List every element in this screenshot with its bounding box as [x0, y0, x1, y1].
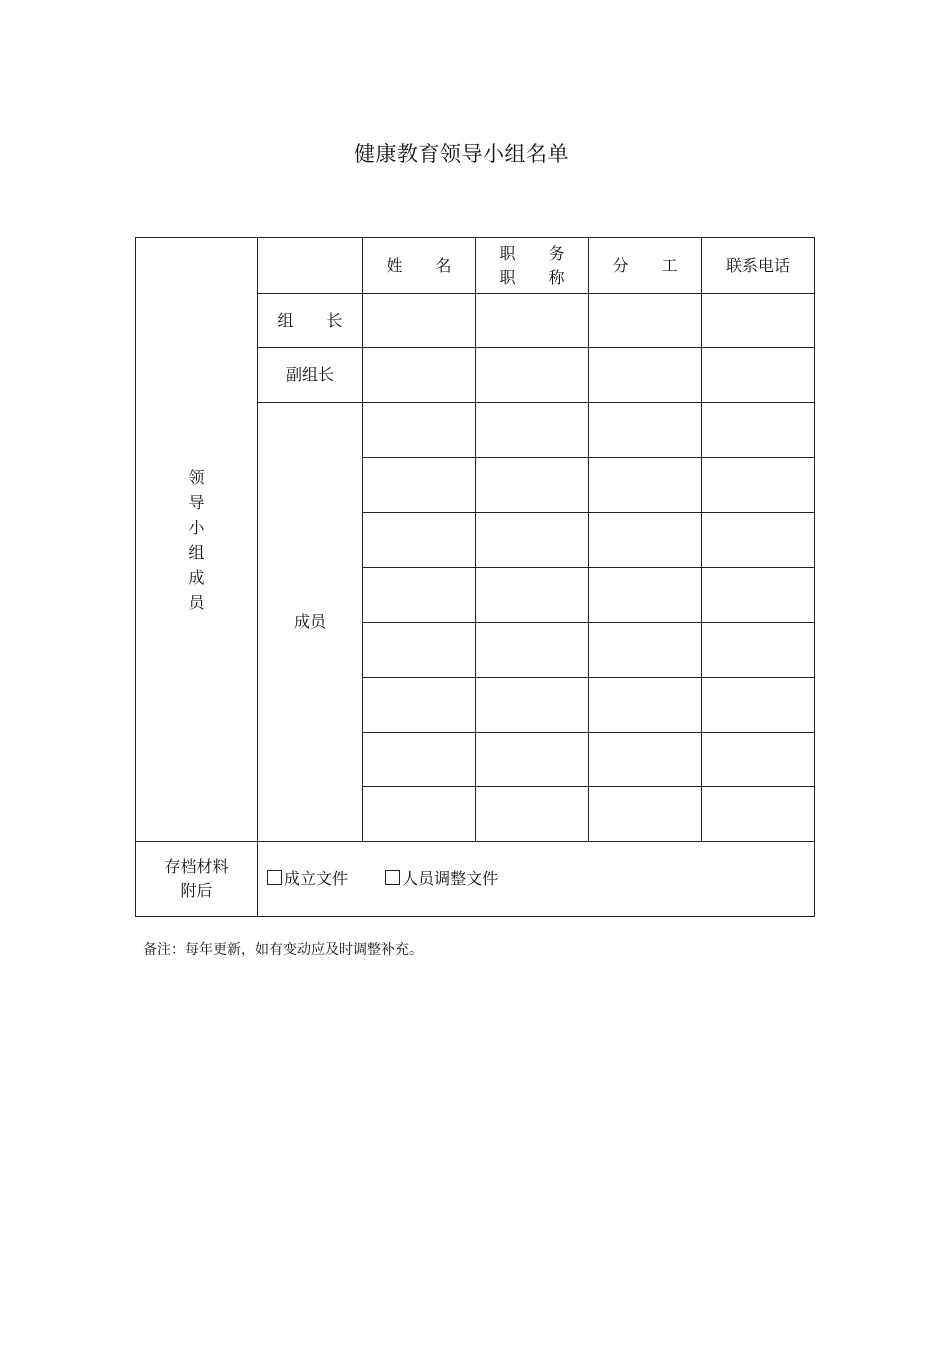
checkbox-personnel-adjustment[interactable]: 人员调整文件 [385, 867, 498, 891]
role-deputy: 副组长 [258, 348, 363, 403]
phone-field[interactable] [702, 623, 815, 678]
group-label: 领导小组成员 [188, 467, 205, 612]
phone-field[interactable] [702, 458, 815, 513]
role-member: 成员 [258, 403, 363, 842]
group-label-cell [136, 238, 258, 842]
position-field[interactable] [476, 623, 589, 678]
phone-field[interactable] [702, 733, 815, 787]
position-field[interactable] [476, 733, 589, 787]
checkbox-founding-document[interactable]: 成立文件 [267, 867, 348, 891]
name-field[interactable] [363, 513, 476, 568]
position-field[interactable] [476, 403, 589, 458]
phone-field[interactable] [702, 348, 815, 403]
name-field[interactable] [363, 623, 476, 678]
name-field[interactable] [363, 294, 476, 348]
header-name: 姓 名 [363, 238, 476, 294]
phone-field[interactable] [702, 294, 815, 348]
duty-field[interactable] [589, 458, 702, 513]
header-position: 职 务 职 称 [476, 238, 589, 294]
name-field[interactable] [363, 568, 476, 623]
phone-field[interactable] [702, 787, 815, 842]
duty-field[interactable] [589, 513, 702, 568]
phone-field[interactable] [702, 678, 815, 733]
position-field[interactable] [476, 568, 589, 623]
phone-field[interactable] [702, 403, 815, 458]
name-field[interactable] [363, 403, 476, 458]
name-field[interactable] [363, 733, 476, 787]
position-field[interactable] [476, 513, 589, 568]
phone-field[interactable] [702, 513, 815, 568]
header-empty-cell [258, 238, 363, 294]
checkbox-box[interactable] [267, 870, 282, 885]
name-field[interactable] [363, 458, 476, 513]
position-field[interactable] [476, 678, 589, 733]
phone-field[interactable] [702, 568, 815, 623]
name-field[interactable] [363, 348, 476, 403]
duty-field[interactable] [589, 733, 702, 787]
checkbox-box[interactable] [385, 870, 400, 885]
archive-label: 存档材料 附后 [136, 842, 258, 917]
duty-field[interactable] [589, 403, 702, 458]
duty-field[interactable] [589, 568, 702, 623]
position-field[interactable] [476, 458, 589, 513]
header-phone: 联系电话 [702, 238, 815, 294]
header-duty: 分 工 [589, 238, 702, 294]
position-field[interactable] [476, 348, 589, 403]
role-leader: 组 长 [258, 294, 363, 348]
archive-options [258, 842, 815, 917]
duty-field[interactable] [589, 623, 702, 678]
name-field[interactable] [363, 787, 476, 842]
duty-field[interactable] [589, 294, 702, 348]
duty-field[interactable] [589, 787, 702, 842]
position-field[interactable] [476, 787, 589, 842]
name-field[interactable] [363, 678, 476, 733]
leadership-roster-table [135, 237, 815, 917]
footnote: 备注：每年更新，如有变动应及时调整补充。 [143, 942, 423, 958]
position-field[interactable] [476, 294, 589, 348]
document-title: 健康教育领导小组名单 [354, 142, 569, 166]
duty-field[interactable] [589, 678, 702, 733]
duty-field[interactable] [589, 348, 702, 403]
archive-row [136, 842, 815, 917]
